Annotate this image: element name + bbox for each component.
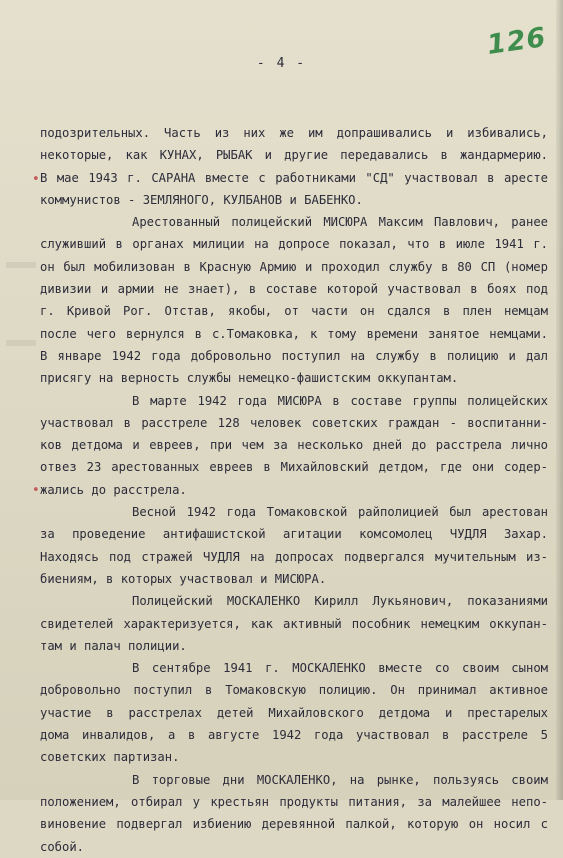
text-line: участие в расстрелах детей Михайловского детдома и престарелых xyxy=(40,705,548,720)
text-line: коммунистов - ЗЕМЛЯНОГО, КУЛБАНОВ и БАБЕНКО. xyxy=(40,192,363,207)
bleed-through-mark xyxy=(6,340,36,346)
text-line: присягу на верность службы немецко-фашистским оккупантам. xyxy=(40,371,459,386)
text-line: жались до расстрела. xyxy=(40,482,187,497)
text-line: В январе 1942 года добровольно поступил на службу в полицию и дал xyxy=(40,348,548,363)
text-line: добровольно поступил в Томаковскую полицию. Он принимал активное xyxy=(40,683,548,698)
bleed-through-mark xyxy=(6,262,36,268)
text-line: ков детдома и евреев, при чем за несколько дней до расстрела лично xyxy=(40,438,548,453)
text-line: некоторые, как КУНАХ, РЫБАК и другие передавались в жандармерию. xyxy=(40,148,548,163)
text-line: дивизии и армии не знает), в составе которой участвовал в боях под xyxy=(40,282,548,297)
text-line: В мае 1943 г. САРАНА вместе с работниками "СД" участвовал в аресте xyxy=(40,170,548,185)
text-line: служивший в органах милиции на допросе показал, что в июле 1941 г. xyxy=(40,237,548,252)
text-line: там и палач полиции. xyxy=(40,638,187,653)
page-fold-shadow xyxy=(556,0,563,800)
text-line: за проведение антифашистской агитации комсомолец ЧУДЛЯ Захар. xyxy=(40,527,548,542)
margin-mark: • xyxy=(32,172,40,187)
text-line: советских партизан. xyxy=(40,750,180,765)
text-line: участвовал в расстреле 128 человек советских граждан - воспитанни- xyxy=(40,415,548,430)
text-line: положением, отбирал у крестьян продукты питания, за малейшее непо- xyxy=(40,794,548,809)
text-line: биениям, в которых участвовал и МИСЮРА. xyxy=(40,571,327,586)
text-line: Находясь под стражей ЧУДЛЯ на допросах подвергался мучительным из- xyxy=(40,549,548,564)
text-line: отвез 23 арестованных евреев в Михайловский детдом, где они содер- xyxy=(40,460,548,475)
text-line: свидетелей характеризуется, как активный пособник немецким оккупан- xyxy=(40,616,548,631)
document-body xyxy=(40,122,548,858)
text-line: подозрительных. Часть из них же им допрашивались и избивались, xyxy=(40,126,548,140)
text-line: виновение подвергал избиению деревянной палкой, которую он носил с xyxy=(40,817,548,832)
text-line: после чего вернулся в с.Томаковка, к тому времени занятое немцами. xyxy=(40,326,548,341)
text-line: дома инвалидов, а в августе 1942 года участвовал в расстреле 5 xyxy=(40,728,548,743)
text-line: В сентябре 1941 г. МОСКАЛЕНКО вместе со своим сыном xyxy=(132,661,548,676)
text-line: Весной 1942 года Томаковской райполицией был арестован xyxy=(132,505,548,520)
text-line: Полицейский МОСКАЛЕНКО Кирилл Лукьянович, показаниями xyxy=(132,594,548,609)
archive-page-number: 126 xyxy=(485,22,549,61)
margin-mark: • xyxy=(32,483,40,498)
text-line: Арестованный полицейский МИСЮРА Максим Павлович, ранее xyxy=(132,215,548,230)
text-line: собой. xyxy=(40,839,85,854)
text-line: В торговые дни МОСКАЛЕНКО, на рынке, пользуясь своим xyxy=(132,772,548,787)
page-number: - 4 - xyxy=(256,56,307,71)
text-line: В марте 1942 года МИСЮРА в составе группы полицейских xyxy=(132,393,548,408)
text-line: г. Кривой Рог. Отстав, якобы, от части он сдался в плен немцам xyxy=(40,304,548,319)
text-line: он был мобилизован в Красную Армию и проходил службу в 80 СП (номер xyxy=(40,259,548,274)
